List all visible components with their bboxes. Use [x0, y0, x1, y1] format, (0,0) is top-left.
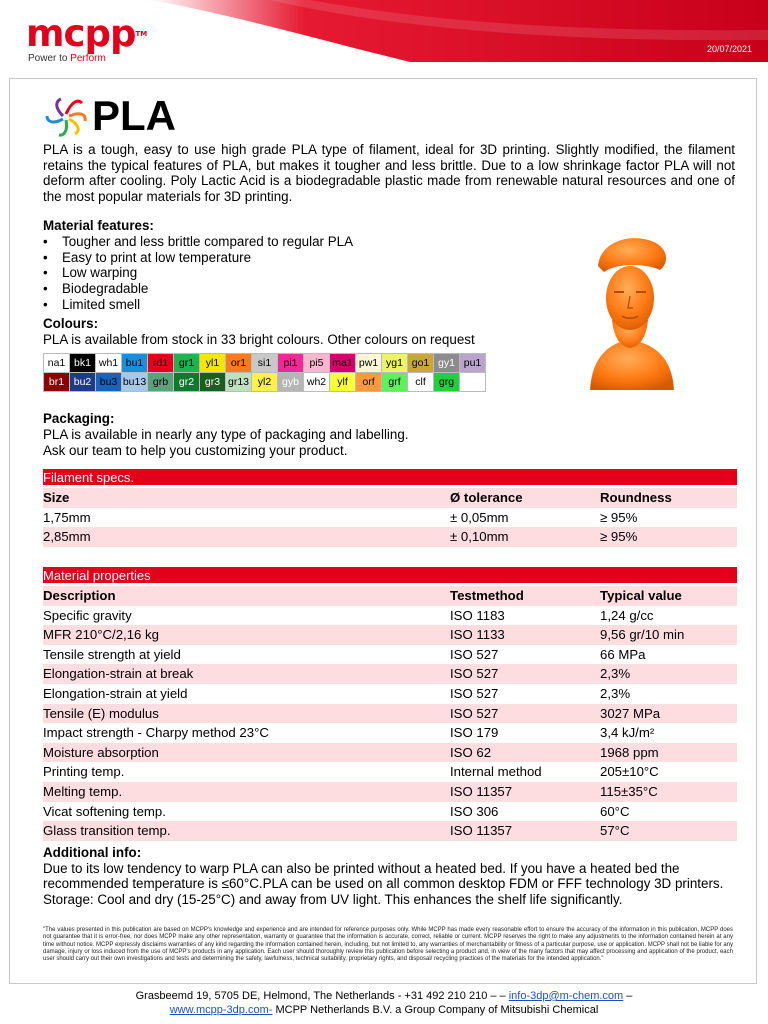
- table-row: [43, 508, 737, 528]
- footer-company: MCPP Netherlands B.V. a Group Company of Mitsubishi Chemical: [272, 1004, 599, 1016]
- product-title: PLA: [92, 92, 176, 139]
- colours-heading: Colours:: [43, 316, 99, 331]
- brand-tagline: Power to Perform: [28, 53, 106, 64]
- colours-section: [43, 316, 475, 348]
- feature-item: • Limited smell: [43, 297, 353, 313]
- table-row: [43, 625, 737, 645]
- table-cell: 115±35°C: [600, 783, 658, 799]
- table-row: [43, 645, 737, 665]
- colour-swatch: [460, 373, 486, 392]
- table-cell: 3027 MPa: [600, 705, 661, 721]
- filament-swirl-icon: [44, 96, 90, 138]
- table-cell: Impact strength - Charpy method 23°C: [43, 725, 269, 741]
- table-row: [43, 821, 737, 841]
- table-cell: ISO 11357: [450, 783, 513, 799]
- table-cell: Testmethod: [450, 588, 524, 603]
- colour-swatch: br1: [44, 373, 70, 392]
- colour-swatch: yl2: [252, 373, 278, 392]
- additional-heading: Additional info:: [43, 845, 142, 860]
- table-row: [43, 704, 737, 724]
- table-cell: Tensile (E) modulus: [43, 705, 159, 721]
- footer-website-link[interactable]: www.mcpp-3dp.com-: [169, 1004, 273, 1016]
- packaging-heading: Packaging:: [43, 411, 115, 426]
- feature-item: • Biodegradable: [43, 281, 353, 297]
- table-cell: Elongation-strain at yield: [43, 685, 188, 701]
- table-cell: ISO 306: [450, 803, 499, 819]
- table-cell: Tensile strength at yield: [43, 646, 181, 662]
- colour-swatch: gyb: [278, 373, 304, 392]
- page-footer: [0, 989, 768, 1017]
- brand-logo: mcpp™: [26, 12, 148, 55]
- table-cell: Description: [43, 588, 116, 603]
- colour-swatch: ylf: [330, 373, 356, 392]
- table-cell: 205±10°C: [600, 764, 659, 780]
- filament-specs-bar: Filament specs.: [43, 469, 737, 485]
- colour-swatch: grf: [382, 373, 408, 392]
- packaging-section: [43, 411, 409, 458]
- table-cell: ISO 527: [450, 666, 499, 682]
- features-section: [43, 218, 353, 313]
- table-cell: Elongation-strain at break: [43, 666, 194, 682]
- colour-swatch: gr1: [174, 354, 200, 373]
- table-cell: Size: [43, 490, 70, 505]
- table-cell: ± 0,10mm: [450, 529, 509, 545]
- table-row: [43, 664, 737, 684]
- features-list: [43, 234, 353, 313]
- table-cell: Roundness: [600, 490, 672, 505]
- feature-item: • Tougher and less brittle compared to regular PLA: [43, 234, 353, 250]
- page-header: [0, 0, 768, 70]
- table-cell: ≥ 95%: [600, 529, 638, 545]
- colour-swatch: grb: [148, 373, 174, 392]
- footer-address: Grasbeemd 19, 5705 DE, Helmond, The Netherlands - +31 492 210 210 – –: [135, 990, 509, 1002]
- table-cell: Vicat softening temp.: [43, 803, 166, 819]
- additional-paragraph: Due to its low tendency to warp PLA can also be printed without a heated bed. If you have a heated bed the recommended temperature is ≤60°C.PLA can be used on all common desktop FDM or FFF technology 3D printers.: [43, 860, 724, 892]
- table-cell: ISO 527: [450, 685, 499, 701]
- document-date: 20/07/2021: [706, 44, 752, 54]
- table-cell: 60°C: [600, 803, 630, 819]
- colour-swatch: si1: [252, 354, 278, 373]
- table-cell: 66 MPa: [600, 646, 646, 662]
- table-cell: Specific gravity: [43, 607, 132, 623]
- colour-swatch: wh2: [304, 373, 330, 392]
- colours-text: PLA is available from stock in 33 bright colours. Other colours on request: [43, 331, 475, 347]
- table-cell: ISO 527: [450, 705, 499, 721]
- table-cell: Moisture absorption: [43, 744, 159, 760]
- feature-item: • Easy to print at low temperature: [43, 250, 353, 266]
- table-cell: ISO 527: [450, 646, 499, 662]
- table-header-row: [43, 586, 737, 606]
- material-properties-bar: Material properties: [43, 567, 737, 583]
- footer-dash: –: [623, 990, 633, 1002]
- colour-swatch: na1: [44, 354, 70, 373]
- table-cell: Melting temp.: [43, 783, 123, 799]
- colour-swatch-grid: [43, 353, 486, 392]
- colour-swatch: gr3: [200, 373, 226, 392]
- colour-swatch: pw1: [356, 354, 382, 373]
- table-cell: 2,3%: [600, 685, 631, 701]
- features-heading: Material features:: [43, 218, 154, 233]
- table-cell: Glass transition temp.: [43, 823, 171, 839]
- table-cell: 2,85mm: [43, 529, 91, 545]
- table-cell: ISO 11357: [450, 823, 513, 839]
- table-row: [43, 723, 737, 743]
- table-cell: ISO 1133: [450, 627, 505, 643]
- table-cell: ISO 62: [450, 744, 492, 760]
- intro-paragraph: PLA is a tough, easy to use high grade PLA type of filament, ideal for 3D printing. Slightly modified, the filament retains the typical features of PLA, but makes it tougher and less brittle. Due to a low shrinkage factor PLA will not deform after cooling. Poly Lactic Acid is a biodegradable plastic made from renewable natural resources and one of the most popular materials for 3D printing.: [43, 142, 735, 204]
- table-row: [43, 684, 737, 704]
- colour-swatch: gy1: [434, 354, 460, 373]
- table-header-row: [43, 488, 737, 508]
- colour-swatch: or1: [226, 354, 252, 373]
- colour-swatch: ma1: [330, 354, 356, 373]
- colour-swatch: grg: [434, 373, 460, 392]
- additional-info: [43, 845, 733, 907]
- material-properties-table: [43, 586, 737, 841]
- table-row: [43, 802, 737, 822]
- colour-swatch: bu13: [122, 373, 148, 392]
- colour-swatch: gr2: [174, 373, 200, 392]
- colour-swatch: wh1: [96, 354, 122, 373]
- colour-swatch: clf: [408, 373, 434, 392]
- colour-swatch-row: [44, 373, 486, 392]
- table-row: [43, 762, 737, 782]
- colour-swatch: pi1: [278, 354, 304, 373]
- colour-swatch: bu3: [96, 373, 122, 392]
- colour-swatch: yg1: [382, 354, 408, 373]
- table-cell: MFR 210°C/2,16 kg: [43, 627, 159, 643]
- table-row: [43, 527, 737, 547]
- colour-swatch: bu2: [70, 373, 96, 392]
- table-cell: Internal method: [450, 764, 542, 780]
- table-cell: 1,75mm: [43, 509, 91, 525]
- table-cell: ≥ 95%: [600, 509, 638, 525]
- storage-paragraph: Storage: Cool and dry (15-25°C) and away from UV light. This enhances the shelf life significantly.: [43, 891, 623, 907]
- table-cell: ISO 1183: [450, 607, 505, 623]
- table-cell: 1968 ppm: [600, 744, 659, 760]
- table-cell: 57°C: [600, 823, 630, 839]
- colour-swatch: rd1: [148, 354, 174, 373]
- colour-swatch: orf: [356, 373, 382, 392]
- table-cell: Printing temp.: [43, 764, 125, 780]
- packaging-line-1: PLA is available in nearly any type of packaging and labelling.: [43, 426, 409, 442]
- product-bust-image: [570, 220, 690, 400]
- table-cell: ± 0,05mm: [450, 509, 509, 525]
- table-cell: 1,24 g/cc: [600, 607, 654, 623]
- table-cell: 2,3%: [600, 666, 631, 682]
- colour-swatch: go1: [408, 354, 434, 373]
- table-cell: ISO 179: [450, 725, 499, 741]
- filament-specs-table: [43, 488, 737, 547]
- colour-swatch: pi5: [304, 354, 330, 373]
- colour-swatch: gr13: [226, 373, 252, 392]
- table-cell: 9,56 gr/10 min: [600, 627, 685, 643]
- table-cell: Typical value: [600, 588, 682, 603]
- colour-swatch: bk1: [70, 354, 96, 373]
- colour-swatch: yl1: [200, 354, 226, 373]
- table-cell: Ø tolerance: [450, 490, 523, 505]
- colour-swatch-row: [44, 354, 486, 373]
- table-row: [43, 743, 737, 763]
- feature-item: • Low warping: [43, 265, 353, 281]
- header-red-band: [150, 0, 768, 62]
- colour-swatch: bu1: [122, 354, 148, 373]
- table-row: [43, 606, 737, 626]
- disclaimer: "The values presented in this publication are based on MCPP's knowledge and experience and are intended for reference purposes only. While MCPP has made every reasonable effort to ensure the accuracy of the information in this publication, MCPP does not guarantee that it is error-free, nor does MCPP make any other representation, warranty or guarantee that the information is accurate, correct, reliable or current. MCPP reserves the right to make any adjustments to the information contained herein at any time without notice. MCPP expressly disclaims warranties of any kind regarding the information contained herein, including, but not limited to, any warranties of merchantability or fitness of a particular purpose, use or application. MCPP shall not be liable for any damage, injury or loss induced from the use of MCPP's products in any application. Each user should thoroughly review this publication before selecting a product and, in view of the many factors that may affect processing and application of the product, each user should carry out their own investigations and tests and determining the safety, lawfulness, technical suitability, proprietary rights, and disposal/ recycling practices of the materials for the intended application.": [43, 927, 733, 963]
- colour-swatch: pu1: [460, 354, 486, 373]
- table-row: [43, 782, 737, 802]
- packaging-line-2: Ask our team to help you customizing your product.: [43, 442, 348, 458]
- table-cell: 3,4 kJ/m²: [600, 725, 655, 741]
- footer-email-link[interactable]: info-3dp@m-chem.com: [508, 990, 624, 1002]
